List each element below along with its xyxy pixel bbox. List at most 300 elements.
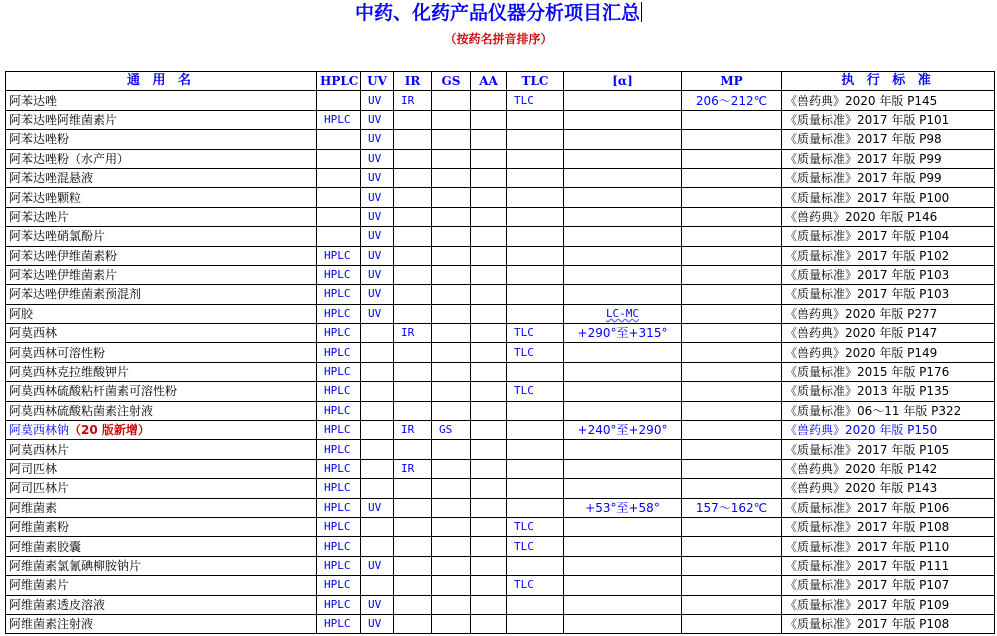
- table-row: [6, 459, 995, 478]
- cell-tlc: [507, 498, 564, 517]
- cell-uv: UV: [361, 130, 394, 149]
- cell-uv: UV: [361, 246, 394, 265]
- cell-alpha: [564, 382, 682, 401]
- cell-standard: 《兽药典》2020 年版 P277: [782, 304, 995, 323]
- cell-hplc: HPLC: [317, 285, 361, 304]
- drug-name: 阿苯达唑片: [9, 209, 70, 224]
- cell-ir: [394, 479, 432, 498]
- cell-alpha: +53°至+58°: [564, 498, 682, 517]
- cell-aa: [471, 304, 507, 323]
- cell-uv: UV: [361, 110, 394, 129]
- cell-hplc: [317, 207, 361, 226]
- cell-ir: IR: [394, 91, 432, 110]
- cell-name: [6, 188, 317, 207]
- drug-name: 阿司匹林片: [9, 481, 70, 496]
- cell-ir: [394, 440, 432, 459]
- table-row: [6, 285, 995, 304]
- cell-standard: 《质量标准》2017 年版 P104: [782, 227, 995, 246]
- cell-gs: [432, 498, 471, 517]
- cell-name: [6, 304, 317, 323]
- cell-mp: [682, 324, 782, 343]
- table-row: [6, 227, 995, 246]
- cell-aa: [471, 459, 507, 478]
- cell-gs: [432, 459, 471, 478]
- cell-mp: 157～162℃: [682, 498, 782, 517]
- cell-ir: [394, 614, 432, 633]
- cell-mp: [682, 130, 782, 149]
- cell-name: [6, 382, 317, 401]
- cell-gs: [432, 207, 471, 226]
- drug-name: 阿苯达唑伊维菌素片: [9, 268, 118, 283]
- cell-alpha: [564, 343, 682, 362]
- cell-mp: [682, 459, 782, 478]
- cell-alpha: LC-MC: [564, 304, 682, 323]
- drug-name: 阿苯达唑混悬液: [9, 171, 94, 186]
- cell-name: [6, 265, 317, 284]
- cell-alpha: [564, 265, 682, 284]
- cell-uv: UV: [361, 285, 394, 304]
- drug-name: 阿莫西林硫酸粘杆菌素可溶性粉: [9, 384, 178, 399]
- analysis-table: [5, 71, 995, 634]
- header-name: 通 用 名: [6, 72, 317, 91]
- cell-gs: [432, 382, 471, 401]
- cell-standard: 《兽药典》2020 年版 P142: [782, 459, 995, 478]
- cell-hplc: HPLC: [317, 382, 361, 401]
- drug-name: 阿莫西林硫酸粘菌素注射液: [9, 403, 154, 418]
- cell-name: [6, 459, 317, 478]
- cell-name: [6, 401, 317, 420]
- cell-aa: [471, 440, 507, 459]
- cell-gs: [432, 595, 471, 614]
- document-subtitle: （按药名拼音排序）: [444, 32, 553, 46]
- cell-standard: 《兽药典》2020 年版 P145: [782, 91, 995, 110]
- cell-aa: [471, 149, 507, 168]
- cell-hplc: HPLC: [317, 556, 361, 575]
- cell-ir: [394, 188, 432, 207]
- cell-hplc: HPLC: [317, 110, 361, 129]
- cell-alpha: [564, 188, 682, 207]
- table-row: [6, 91, 995, 110]
- cell-mp: [682, 537, 782, 556]
- cell-gs: [432, 479, 471, 498]
- cell-tlc: [507, 188, 564, 207]
- cell-gs: [432, 517, 471, 536]
- cell-aa: [471, 614, 507, 633]
- cell-mp: [682, 362, 782, 381]
- drug-name: 阿莫西林片: [9, 442, 70, 457]
- cell-hplc: HPLC: [317, 614, 361, 633]
- cell-ir: IR: [394, 421, 432, 440]
- cell-standard: 《兽药典》2020 年版 P147: [782, 324, 995, 343]
- cell-mp: [682, 188, 782, 207]
- cell-standard: 《质量标准》2017 年版 P102: [782, 246, 995, 265]
- drug-name: 阿维菌素: [9, 500, 58, 515]
- cell-mp: [682, 421, 782, 440]
- cell-uv: UV: [361, 614, 394, 633]
- cell-ir: [394, 556, 432, 575]
- cell-aa: [471, 246, 507, 265]
- drug-name: 阿苯达唑伊维菌素预混剂: [9, 287, 142, 302]
- cell-ir: [394, 227, 432, 246]
- cell-gs: GS: [432, 421, 471, 440]
- cell-hplc: [317, 168, 361, 187]
- cell-name: [6, 246, 317, 265]
- table-row: [6, 246, 995, 265]
- cell-ir: [394, 168, 432, 187]
- cell-alpha: [564, 576, 682, 595]
- cell-standard: 《质量标准》2017 年版 P108: [782, 517, 995, 536]
- header-aa: AA: [471, 72, 507, 91]
- cell-aa: [471, 110, 507, 129]
- cell-name: [6, 285, 317, 304]
- cell-tlc: [507, 149, 564, 168]
- cell-hplc: HPLC: [317, 265, 361, 284]
- cell-tlc: [507, 285, 564, 304]
- cell-ir: IR: [394, 459, 432, 478]
- cell-name: [6, 324, 317, 343]
- cell-uv: [361, 401, 394, 420]
- drug-name: 阿苯达唑伊维菌素粉: [9, 248, 118, 263]
- drug-name: 阿苯达唑: [9, 93, 58, 108]
- cell-aa: [471, 188, 507, 207]
- cell-gs: [432, 614, 471, 633]
- header-ir: IR: [394, 72, 432, 91]
- table-row: [6, 130, 995, 149]
- cell-aa: [471, 285, 507, 304]
- cell-tlc: [507, 595, 564, 614]
- drug-name: 阿莫西林: [9, 326, 58, 341]
- cell-gs: [432, 110, 471, 129]
- table-row: [6, 265, 995, 284]
- cell-tlc: [507, 421, 564, 440]
- cell-standard: 《质量标准》2017 年版 P103: [782, 285, 995, 304]
- drug-name: 阿司匹林: [9, 462, 58, 476]
- cell-ir: [394, 382, 432, 401]
- cell-name: [6, 227, 317, 246]
- cell-gs: [432, 576, 471, 595]
- header-row: [6, 72, 995, 91]
- cell-standard: 《质量标准》2017 年版 P107: [782, 576, 995, 595]
- cell-tlc: [507, 265, 564, 284]
- cell-uv: [361, 440, 394, 459]
- cell-standard: 《兽药典》2020 年版 P143: [782, 479, 995, 498]
- cell-standard: 《质量标准》2017 年版 P110: [782, 537, 995, 556]
- cell-tlc: TLC: [507, 91, 564, 110]
- cell-ir: [394, 246, 432, 265]
- cell-gs: [432, 168, 471, 187]
- cell-aa: [471, 479, 507, 498]
- cell-tlc: [507, 168, 564, 187]
- cell-alpha: [564, 168, 682, 187]
- cell-tlc: TLC: [507, 324, 564, 343]
- cell-ir: [394, 595, 432, 614]
- cell-standard: 《质量标准》2017 年版 P103: [782, 265, 995, 284]
- cell-uv: [361, 459, 394, 478]
- cell-alpha: [564, 246, 682, 265]
- cell-hplc: [317, 130, 361, 149]
- cell-name: [6, 207, 317, 226]
- cell-tlc: [507, 614, 564, 633]
- cell-standard: 《质量标准》2017 年版 P106: [782, 498, 995, 517]
- table-row: [6, 362, 995, 381]
- drug-name: 阿莫西林克拉维酸钾片: [9, 365, 130, 380]
- cell-tlc: [507, 440, 564, 459]
- cell-uv: UV: [361, 265, 394, 284]
- cell-tlc: [507, 401, 564, 420]
- cell-hplc: HPLC: [317, 479, 361, 498]
- drug-name: 阿维菌素氯氰碘柳胺钠片: [9, 558, 142, 573]
- cell-mp: [682, 595, 782, 614]
- cell-alpha: +240°至+290°: [564, 421, 682, 440]
- cell-uv: [361, 382, 394, 401]
- cell-standard: 《质量标准》2017 年版 P111: [782, 556, 995, 575]
- cell-standard: 《质量标准》2015 年版 P176: [782, 362, 995, 381]
- cell-ir: [394, 207, 432, 226]
- table-row: [6, 498, 995, 517]
- cell-ir: [394, 265, 432, 284]
- cell-standard: 《质量标准》2017 年版 P100: [782, 188, 995, 207]
- cell-aa: [471, 130, 507, 149]
- cell-hplc: HPLC: [317, 246, 361, 265]
- table-row: [6, 440, 995, 459]
- drug-name: 阿维菌素粉: [9, 520, 70, 535]
- table-body: [6, 91, 995, 634]
- table-row: [6, 537, 995, 556]
- cell-hplc: HPLC: [317, 421, 361, 440]
- cell-alpha: [564, 556, 682, 575]
- cell-uv: [361, 479, 394, 498]
- cell-alpha: [564, 537, 682, 556]
- table-row: [6, 343, 995, 362]
- cell-aa: [471, 498, 507, 517]
- cell-alpha: +290°至+315°: [564, 324, 682, 343]
- cell-alpha: [564, 285, 682, 304]
- cell-mp: [682, 110, 782, 129]
- cell-ir: [394, 285, 432, 304]
- cell-mp: [682, 556, 782, 575]
- cell-tlc: [507, 556, 564, 575]
- cell-hplc: [317, 227, 361, 246]
- cell-aa: [471, 537, 507, 556]
- cell-uv: [361, 576, 394, 595]
- drug-name: 阿莫西林可溶性粉: [9, 345, 106, 360]
- title-text: 中药、化药产品仪器分析项目汇总: [354, 2, 640, 24]
- cell-hplc: HPLC: [317, 401, 361, 420]
- cell-alpha: [564, 517, 682, 536]
- cell-ir: [394, 343, 432, 362]
- cell-tlc: TLC: [507, 576, 564, 595]
- table-row: [6, 517, 995, 536]
- cell-ir: [394, 498, 432, 517]
- cell-mp: [682, 304, 782, 323]
- cell-gs: [432, 537, 471, 556]
- cell-gs: [432, 343, 471, 362]
- cell-ir: [394, 362, 432, 381]
- table-row: [6, 188, 995, 207]
- cell-alpha: [564, 459, 682, 478]
- cell-name: [6, 362, 317, 381]
- cell-uv: UV: [361, 498, 394, 517]
- cell-name: [6, 517, 317, 536]
- cell-aa: [471, 362, 507, 381]
- cell-hplc: HPLC: [317, 517, 361, 536]
- drug-name: 阿苯达唑颗粒: [9, 190, 82, 205]
- cell-mp: [682, 614, 782, 633]
- cell-gs: [432, 227, 471, 246]
- cell-name: [6, 168, 317, 187]
- cell-name: [6, 595, 317, 614]
- cell-standard: 《质量标准》06～11 年版 P322: [782, 401, 995, 420]
- cell-ir: [394, 304, 432, 323]
- cell-gs: [432, 401, 471, 420]
- drug-name: 阿苯达唑阿维菌素片: [9, 112, 118, 127]
- cell-uv: UV: [361, 595, 394, 614]
- cell-standard: 《兽药典》2020 年版 P150: [782, 421, 995, 440]
- cell-uv: [361, 324, 394, 343]
- cell-name: [6, 110, 317, 129]
- cell-hplc: HPLC: [317, 362, 361, 381]
- cell-aa: [471, 401, 507, 420]
- cell-aa: [471, 91, 507, 110]
- table-row: [6, 149, 995, 168]
- cell-uv: UV: [361, 168, 394, 187]
- cell-hplc: HPLC: [317, 440, 361, 459]
- cell-tlc: [507, 130, 564, 149]
- table-row: [6, 479, 995, 498]
- cell-tlc: [507, 110, 564, 129]
- cell-mp: [682, 227, 782, 246]
- cell-hplc: [317, 149, 361, 168]
- cell-name: [6, 556, 317, 575]
- table-row: [6, 576, 995, 595]
- cell-standard: 《质量标准》2017 年版 P99: [782, 168, 995, 187]
- drug-name: 阿苯达唑硝氯酚片: [9, 229, 106, 244]
- cell-alpha: [564, 614, 682, 633]
- cell-gs: [432, 246, 471, 265]
- cell-aa: [471, 421, 507, 440]
- table-row: [6, 110, 995, 129]
- cell-gs: [432, 265, 471, 284]
- cell-hplc: HPLC: [317, 576, 361, 595]
- cell-hplc: [317, 188, 361, 207]
- cell-mp: [682, 207, 782, 226]
- cell-mp: [682, 343, 782, 362]
- cell-uv: UV: [361, 91, 394, 110]
- cell-aa: [471, 168, 507, 187]
- cell-hplc: [317, 91, 361, 110]
- cell-hplc: HPLC: [317, 343, 361, 362]
- header-mp: MP: [682, 72, 782, 91]
- cell-aa: [471, 207, 507, 226]
- cell-alpha: [564, 91, 682, 110]
- cell-uv: UV: [361, 207, 394, 226]
- header-uv: UV: [361, 72, 394, 91]
- drug-name: 阿胶: [9, 306, 34, 321]
- new-entry-note: （20 版新增）: [69, 423, 150, 438]
- cell-standard: 《质量标准》2017 年版 P98: [782, 130, 995, 149]
- cell-ir: [394, 401, 432, 420]
- header-standard: 执 行 标 准: [782, 72, 995, 91]
- cell-name: [6, 130, 317, 149]
- cell-alpha: [564, 130, 682, 149]
- cell-uv: UV: [361, 227, 394, 246]
- cell-name: [6, 440, 317, 459]
- cell-ir: [394, 149, 432, 168]
- cell-hplc: HPLC: [317, 498, 361, 517]
- drug-name: 阿维菌素注射液: [9, 617, 94, 632]
- cell-mp: [682, 382, 782, 401]
- cell-tlc: [507, 207, 564, 226]
- cell-mp: [682, 479, 782, 498]
- drug-name: 阿莫西林钠: [9, 423, 70, 438]
- cell-name: [6, 576, 317, 595]
- cell-mp: [682, 440, 782, 459]
- cell-standard: 《兽药典》2020 年版 P146: [782, 207, 995, 226]
- cell-aa: [471, 595, 507, 614]
- cell-hplc: HPLC: [317, 304, 361, 323]
- cell-uv: [361, 343, 394, 362]
- cell-uv: UV: [361, 304, 394, 323]
- drug-name: 阿苯达唑粉: [9, 132, 70, 147]
- cell-aa: [471, 265, 507, 284]
- cell-mp: [682, 517, 782, 536]
- cell-tlc: TLC: [507, 343, 564, 362]
- cell-alpha: [564, 479, 682, 498]
- cell-standard: 《质量标准》2017 年版 P101: [782, 110, 995, 129]
- cell-alpha: [564, 362, 682, 381]
- cell-uv: UV: [361, 149, 394, 168]
- cell-tlc: [507, 227, 564, 246]
- cell-name: [6, 498, 317, 517]
- cell-aa: [471, 343, 507, 362]
- cell-alpha: [564, 401, 682, 420]
- cell-alpha: [564, 227, 682, 246]
- cell-aa: [471, 517, 507, 536]
- table-row: [6, 421, 995, 440]
- cell-tlc: TLC: [507, 537, 564, 556]
- table-row: [6, 304, 995, 323]
- cell-uv: UV: [361, 188, 394, 207]
- cell-mp: [682, 576, 782, 595]
- cell-uv: UV: [361, 556, 394, 575]
- cell-name: [6, 91, 317, 110]
- cell-uv: [361, 537, 394, 556]
- cell-tlc: [507, 459, 564, 478]
- cell-ir: [394, 537, 432, 556]
- cell-aa: [471, 227, 507, 246]
- drug-name: 阿维菌素片: [9, 578, 70, 593]
- cell-hplc: HPLC: [317, 537, 361, 556]
- cell-alpha: [564, 440, 682, 459]
- header-alpha: [α]: [564, 72, 682, 91]
- cell-standard: 《质量标准》2013 年版 P135: [782, 382, 995, 401]
- cell-uv: [361, 421, 394, 440]
- cell-mp: [682, 149, 782, 168]
- cell-standard: 《质量标准》2017 年版 P99: [782, 149, 995, 168]
- cell-ir: IR: [394, 324, 432, 343]
- cell-gs: [432, 362, 471, 381]
- cell-tlc: [507, 246, 564, 265]
- cell-name: [6, 614, 317, 633]
- cell-standard: 《质量标准》2017 年版 P108: [782, 614, 995, 633]
- cell-gs: [432, 440, 471, 459]
- cell-name: [6, 479, 317, 498]
- cell-gs: [432, 304, 471, 323]
- cell-uv: [361, 362, 394, 381]
- cell-standard: 《质量标准》2017 年版 P105: [782, 440, 995, 459]
- table-row: [6, 595, 995, 614]
- table-row: [6, 324, 995, 343]
